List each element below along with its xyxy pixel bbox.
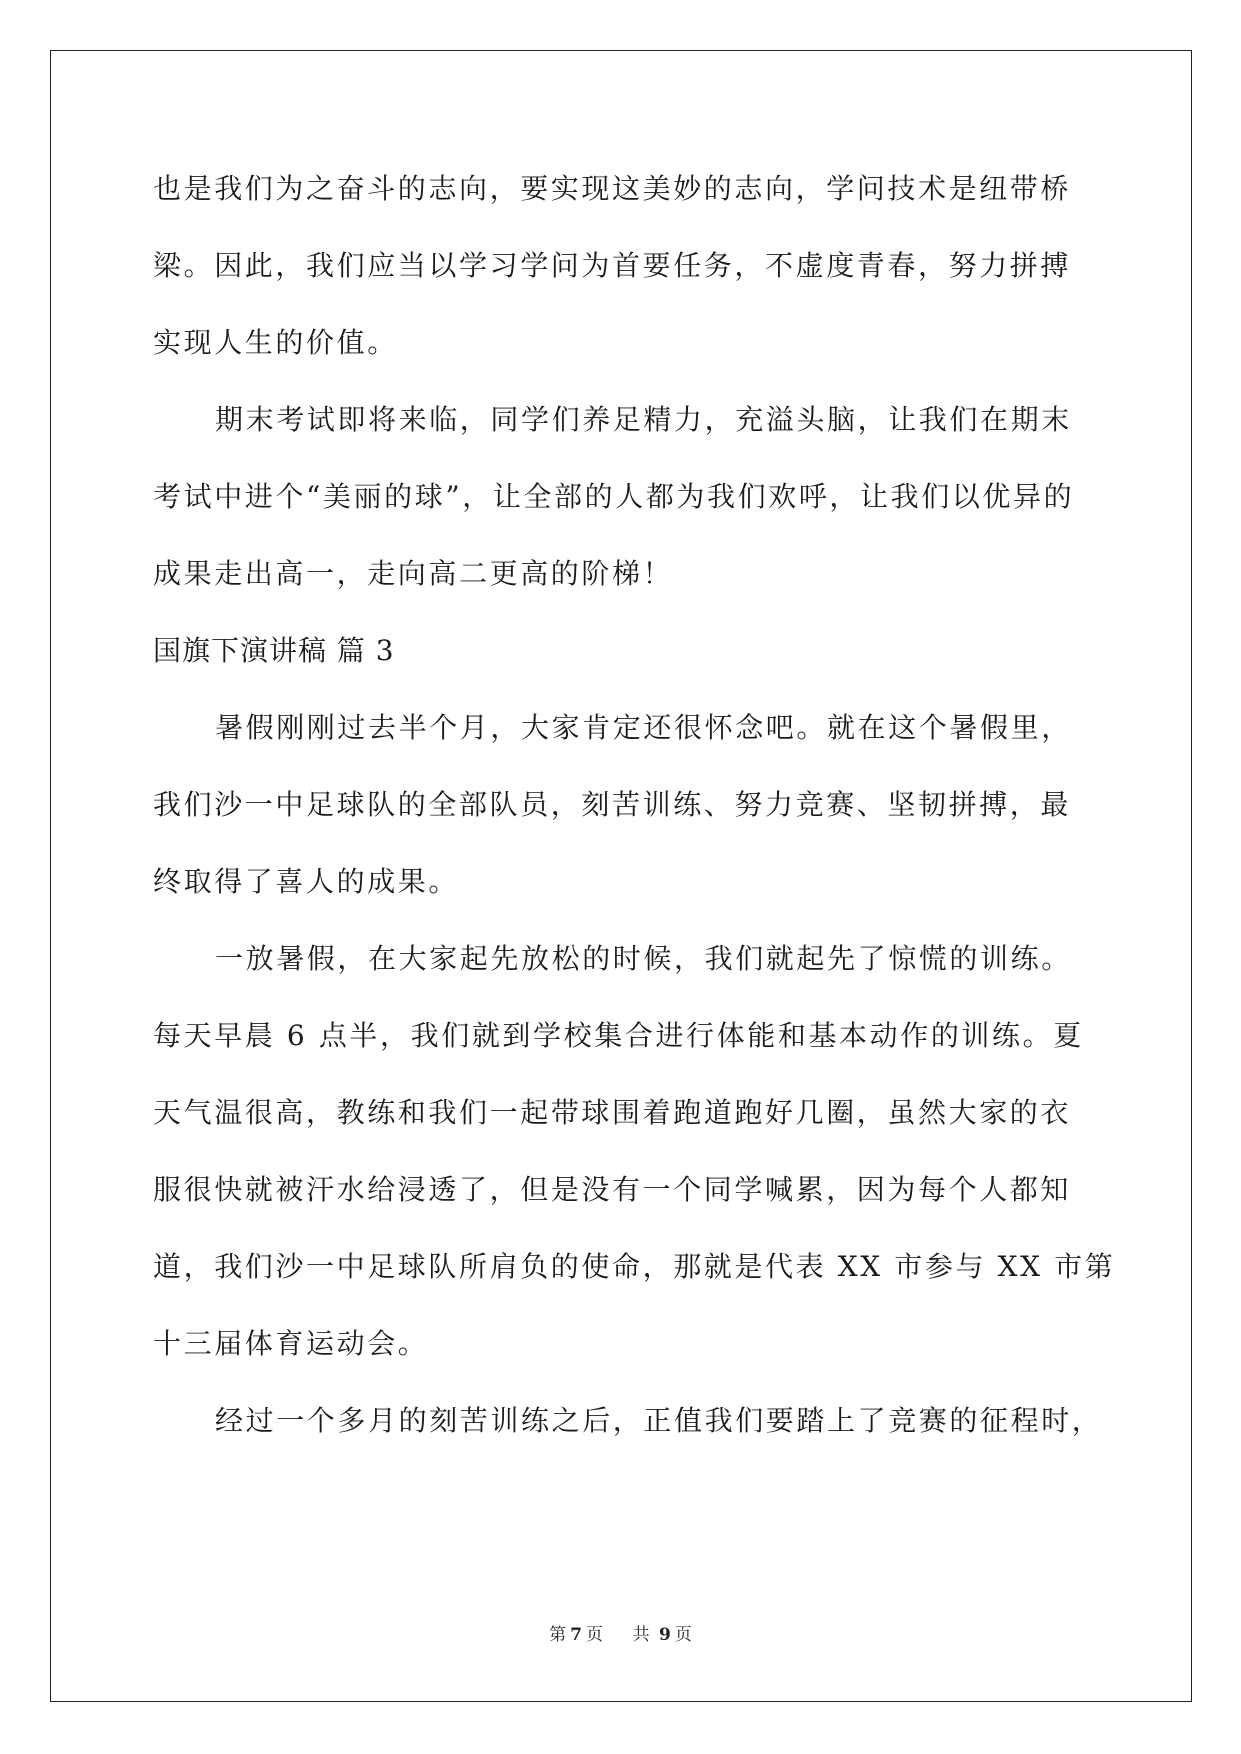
text-line: 我们沙一中足球队的全部队员，刻苦训练、努力竞赛、坚韧拼搏，最 — [153, 788, 1072, 821]
text-line: 成果走出高一，走向高二更高的阶梯！ — [153, 557, 674, 590]
paragraph-start: 经过一个多月的刻苦训练之后，正值我们要踏上了竞赛的征程时， — [215, 1404, 1103, 1437]
text-line: 每天早晨 6 点半，我们就到学校集合进行体能和基本动作的训练。夏 — [153, 1019, 1084, 1052]
paragraph-start: 暑假刚刚过去半个月，大家肯定还很怀念吧。就在这个暑假里， — [215, 711, 1072, 744]
text-line: 也是我们为之奋斗的志向，要实现这美妙的志向，学问技术是纽带桥 — [153, 172, 1072, 205]
document-body — [153, 150, 1116, 1459]
text-line: 考试中进个“美丽的球”，让全部的人都为我们欢呼，让我们以优异的 — [153, 480, 1075, 513]
text-line: 服很快就被汗水给浸透了，但是没有一个同学喊累，因为每个人都知 — [153, 1173, 1072, 1206]
text-line: 实现人生的价值。 — [153, 326, 398, 359]
section-heading: 国旗下演讲稿 篇 3 — [153, 634, 395, 667]
text-line: 天气温很高，教练和我们一起带球围着跑道跑好几圈，虽然大家的衣 — [153, 1096, 1072, 1129]
text-line: 梁。因此，我们应当以学习学问为首要任务，不虚度青春，努力拼搏 — [153, 249, 1072, 282]
page-footer — [0, 1620, 1241, 1645]
page-number: 第 7 页 — [549, 1625, 603, 1645]
page-total: 共 9 页 — [632, 1625, 692, 1645]
paragraph-start: 一放暑假，在大家起先放松的时候，我们就起先了惊慌的训练。 — [215, 942, 1072, 975]
text-line: 道，我们沙一中足球队所肩负的使命，那就是代表 XX 市参与 XX 市第 — [153, 1250, 1116, 1283]
text-line: 十三届体育运动会。 — [153, 1327, 429, 1360]
paragraph-start: 期末考试即将来临，同学们养足精力，充溢头脑，让我们在期末 — [215, 403, 1072, 436]
text-line: 终取得了喜人的成果。 — [153, 865, 460, 898]
